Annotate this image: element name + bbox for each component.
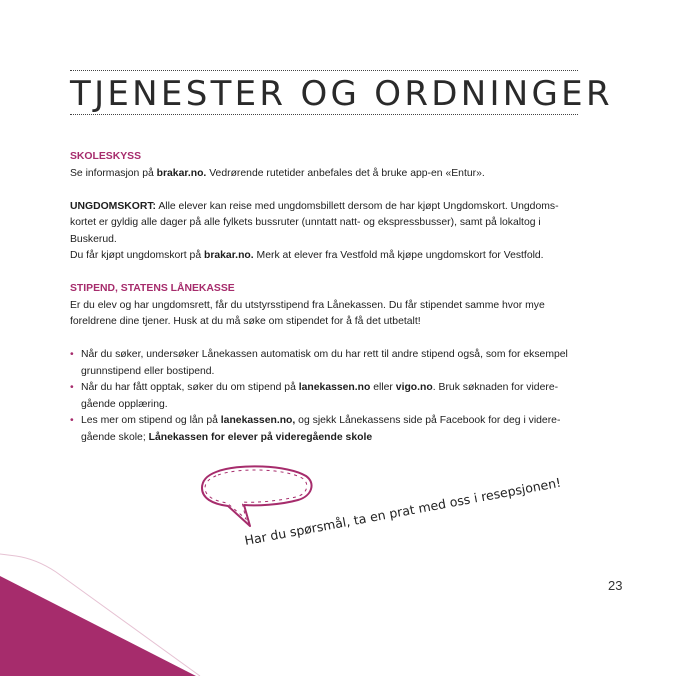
ungdomskort-line-3 — [70, 248, 580, 265]
ungdomskort-text-3-prefix: Du får kjøpt ungdomskort på — [70, 250, 204, 261]
ungdomskort-text-3-suffix: Merk at elever fra Vestfold må kjøpe ungdomskort for Vestfold. — [253, 250, 544, 261]
decorative-corner — [0, 540, 220, 676]
bullet3-suffix: og sjekk Lånekassens side på Facebook for deg i videre- — [295, 415, 561, 426]
ungdomskort-text-1: Alle elever kan reise med ungdomsbillett dersom de har kjøpt Ungdomskort. Ungdoms- — [156, 200, 559, 212]
lanekassen-link: lanekassen.no — [298, 382, 371, 393]
stipend-intro-1: Er du elev og har ungdomsrett, får du utstyrsstipend fra Lånekassen. Du får stipendet samme hvor mye — [70, 299, 545, 311]
bullet2-mid: eller — [370, 382, 396, 393]
skoleskyss-info-suffix: Vedrørende rutetider anbefales det å bruke app-en «Entur». — [206, 167, 485, 179]
stipend-heading: STIPEND, STATENS LÅNEKASSE — [70, 283, 235, 294]
brakar-link: brakar.no. — [156, 167, 207, 179]
bullet1-line1: Når du søker, undersøker Lånekassen automatisk om du har rett til andre stipend også, som for eksempel — [81, 349, 568, 360]
main-content — [70, 149, 580, 446]
bullet3-line2-prefix: gående skole; — [81, 431, 149, 443]
list-item — [70, 380, 580, 413]
facebook-page-name: Lånekassen for elever på videregående skole — [148, 431, 373, 443]
stipend-intro-2: foreldrene dine tjener. Husk at du må søke om stipendet for å få det utbetalt! — [70, 316, 421, 327]
vigo-link: vigo.no — [395, 382, 433, 393]
bullet2-suffix: . Bruk søknaden for videre- — [432, 382, 559, 393]
bullet3-prefix: Les mer om stipend og lån på — [81, 415, 221, 426]
page-number: 23 — [608, 578, 623, 593]
page-title: TJENESTER OG ORDNINGER — [70, 74, 613, 114]
ungdomskort-label: UNGDOMSKORT: — [70, 200, 157, 212]
bullet2-line2: gående opplæring. — [81, 398, 168, 410]
title-rule-bottom — [70, 114, 578, 115]
skoleskyss-info-prefix: Se informasjon på — [70, 167, 157, 179]
skoleskyss-section — [70, 149, 580, 265]
skoleskyss-heading: SKOLESKYSS — [70, 151, 142, 162]
skoleskyss-info — [70, 166, 580, 183]
title-rule-top — [70, 70, 578, 71]
ungdomskort-line-1 — [70, 199, 580, 216]
stipend-bullet-list — [70, 347, 580, 446]
stipend-section — [70, 281, 580, 446]
bullet2-prefix: Når du har fått opptak, søker du om stipend på — [81, 382, 299, 393]
list-item — [70, 413, 580, 446]
list-item — [70, 347, 580, 380]
callout-text: Har du spørsmål, ta en prat med oss i resepsjonen! — [243, 474, 563, 548]
bullet1-line2: grunnstipend eller bostipend. — [81, 365, 215, 377]
lanekassen-link-2: lanekassen.no, — [220, 415, 296, 426]
ungdomskort-line-2: kortet er gyldig alle dager på alle fylkets bussruter (unntatt natt- og ekspressbusser), samt på lokaltog i Buskerud. — [70, 217, 541, 245]
brakar-link-2: brakar.no. — [203, 250, 254, 261]
